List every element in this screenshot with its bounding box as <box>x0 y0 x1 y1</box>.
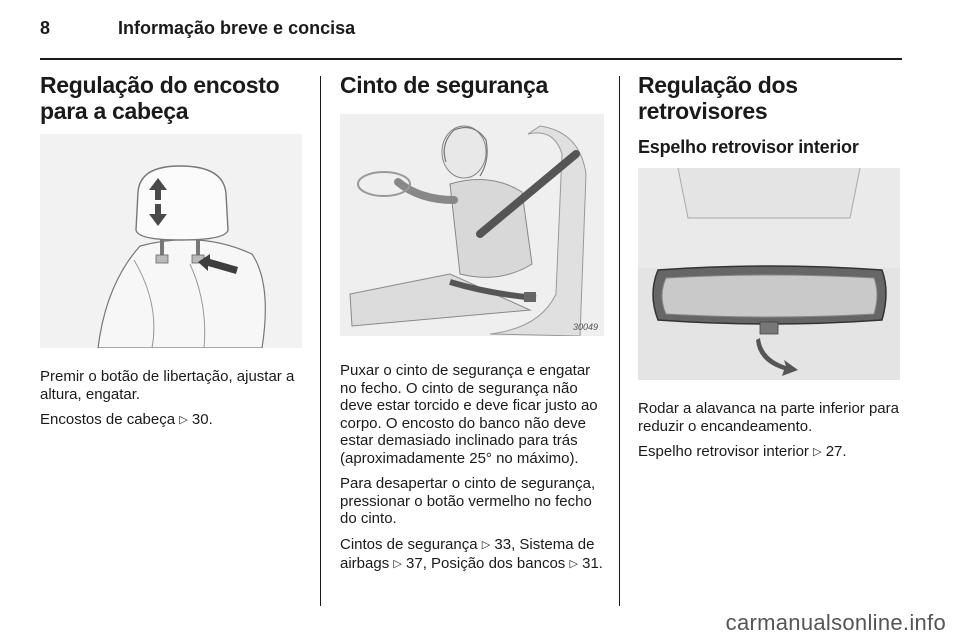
section-seatbelt <box>340 72 604 583</box>
section-heading: Cinto de segurança <box>340 72 549 98</box>
subsection-heading: Espelho retrovisor interior <box>638 137 859 157</box>
section-heading: Regulação dos retrovisores <box>638 72 798 124</box>
paragraph: Puxar o cinto de segurança e engatar no fecho. O cinto de segurança não deve estar torcido e deve ficar justo ao corpo. O encosto do banco não deve estar demasiado inclinado para trás (aproximadamente 25° no máximo). <box>340 362 598 467</box>
paragraph: Premir o botão de libertação, ajustar a altura, engatar. <box>40 368 295 403</box>
section-headrest <box>40 72 303 439</box>
curved-arrow-icon <box>756 336 800 376</box>
headrest-illustration <box>40 134 302 348</box>
section-heading: Regulação do encosto para a cabeça <box>40 72 280 124</box>
page-number: 8 <box>40 18 51 38</box>
paragraph <box>638 443 900 463</box>
reference-page: 31. <box>582 555 603 572</box>
column-divider <box>619 76 620 606</box>
reference-text: Encostos de cabeça <box>40 411 176 428</box>
reference-text: 33, Sistema de airbags <box>340 535 595 572</box>
paragraph: Para desapertar o cinto de segurança, pressionar o botão vermelho no fecho do cinto. <box>340 475 596 527</box>
seatbelt-drawing <box>340 114 604 336</box>
page-header <box>40 18 900 44</box>
reference-text: 37, Posição dos bancos <box>406 555 566 572</box>
paragraph <box>340 536 604 575</box>
paragraph <box>40 411 303 431</box>
mirror-illustration <box>638 168 900 380</box>
triangle-right-icon: ▷ <box>393 558 402 570</box>
triangle-right-icon: ▷ <box>569 558 578 570</box>
triangle-right-icon: ▷ <box>481 538 491 551</box>
section-mirrors <box>638 72 900 471</box>
triangle-right-icon: ▷ <box>179 414 188 426</box>
column-divider <box>320 76 321 606</box>
headrest-drawing <box>40 134 302 348</box>
triangle-right-icon: ▷ <box>813 446 822 458</box>
image-code: 30049 <box>572 322 598 332</box>
arrow-press-icon <box>198 254 238 278</box>
header-rule <box>40 58 902 60</box>
arrow-up-down-icon <box>147 178 169 226</box>
running-title: Informação breve e concisa <box>118 18 356 38</box>
seatbelt-illustration <box>340 114 604 336</box>
watermark: carmanualsonline.info <box>725 610 946 635</box>
reference-text: Espelho retrovisor interior <box>638 443 809 460</box>
reference-page: 27. <box>825 443 847 460</box>
reference-page: 30. <box>191 411 213 428</box>
paragraph: Rodar a alavanca na parte inferior para reduzir o encandeamento. <box>638 400 899 435</box>
reference-text: Cintos de segurança <box>340 535 478 553</box>
